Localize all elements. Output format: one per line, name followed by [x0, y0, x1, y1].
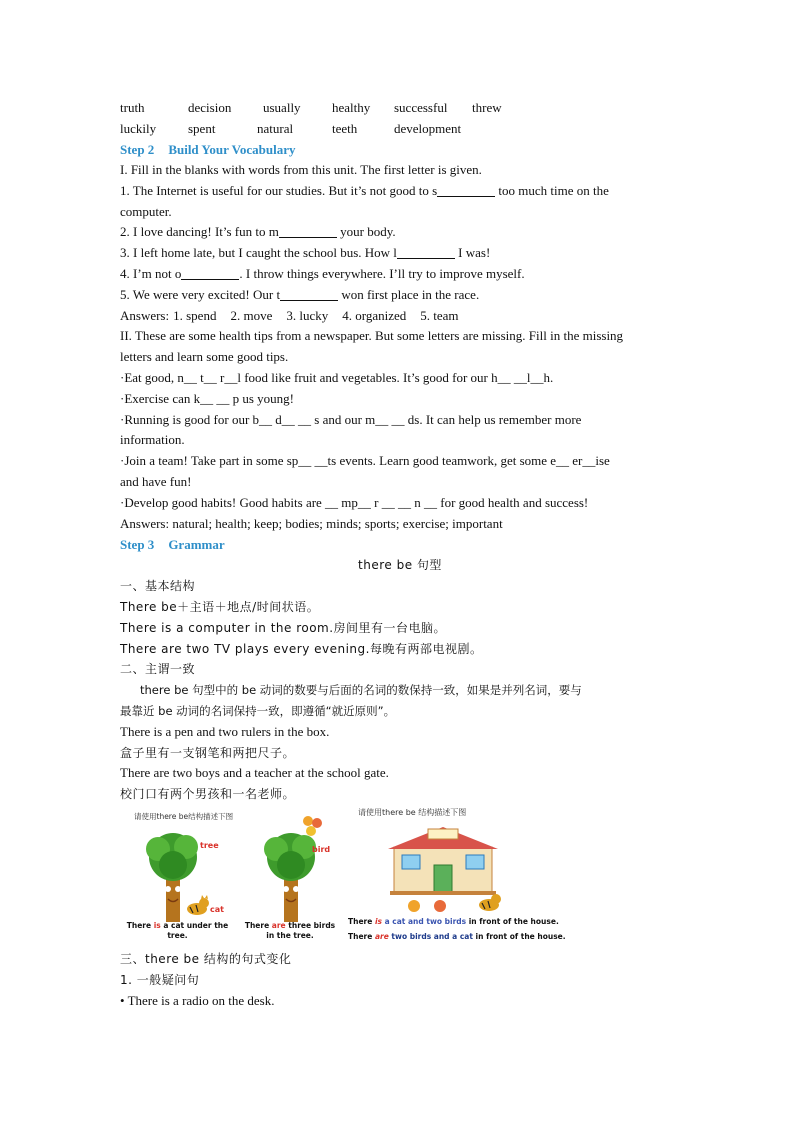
caption-text: in front of the house. [466, 916, 559, 926]
question-text: 2. I love dancing! It’s fun to m [120, 224, 279, 240]
example-translation: 盒子里有一支钢笔和两把尺子。 [120, 745, 296, 760]
section-1-title: 一、基本结构 [120, 579, 196, 594]
worksheet-page [120, 97, 680, 1011]
birds-icon [406, 897, 466, 915]
caption-text: There [348, 916, 375, 926]
tip-3-cont: information. [120, 432, 185, 448]
question-4 [120, 264, 680, 285]
label-cat: cat [210, 904, 224, 914]
caption-verb: are [271, 920, 286, 930]
figure-caption [240, 921, 340, 941]
structure-formula: There be＋主语＋地点/时间状语。 [120, 599, 320, 614]
question-text: 1. The Internet is useful for our studies. But it’s not good to s [120, 182, 438, 198]
tip-2: ·Exercise can k__ __ p us young! [120, 390, 295, 406]
caption-text: three birds [285, 920, 336, 930]
figure-caption [348, 932, 566, 942]
question-text: 5. We were very excited! Our t [120, 286, 281, 302]
vocab-word: decision [188, 100, 232, 115]
bird-icon [300, 813, 324, 837]
question-text: your body. [336, 224, 396, 240]
question-2 [120, 222, 680, 243]
vocab-word: successful [394, 100, 448, 115]
step3-heading [120, 534, 680, 555]
cat-icon [476, 891, 502, 913]
vocab-row-1 [120, 97, 680, 118]
caption-text: in the tree. [266, 930, 314, 940]
part2-answers: Answers: natural; health; keep; bodies; minds; sports; exercise; important [120, 515, 503, 531]
vocab-word: truth [120, 100, 145, 115]
vocab-row-2 [120, 118, 680, 139]
example-sentence: There is a pen and two rulers in the box. [120, 723, 330, 739]
question-1-cont: computer. [120, 203, 172, 219]
figure-cat-under-tree [120, 811, 235, 941]
section-3-subtitle: 1. 一般疑问句 [120, 972, 200, 987]
section-3-title: 三、there be 结构的句式变化 [120, 951, 292, 966]
figure-birds-in-tree [244, 811, 334, 941]
part1-instruction: I. Fill in the blanks with words from this unit. The first letter is given. [120, 162, 482, 177]
tip-3: ·Running is good for our b__ d__ __ s and our m__ __ ds. It can help us remember more [120, 411, 582, 427]
answer-item: 2. move [230, 307, 273, 323]
question-text: won first place in the race. [338, 286, 480, 302]
figure-house [348, 807, 566, 941]
step-number: Step 3 [120, 537, 155, 553]
caption-text: in front of the house. [472, 931, 566, 941]
grammar-heading: there be 句型 [358, 558, 442, 573]
answer-blank[interactable] [181, 265, 239, 280]
question-3 [120, 243, 680, 264]
answers-label: Answers: [120, 307, 170, 323]
tip-4-cont: and have fun! [120, 473, 192, 489]
cat-icon [184, 895, 210, 917]
vocab-word: healthy [332, 100, 371, 115]
step-title: Build Your Vocabulary [168, 142, 296, 157]
step-number: Step 2 [120, 142, 155, 157]
vocab-word: teeth [332, 121, 358, 136]
house-icon [388, 825, 498, 897]
question-text: . I throw things everywhere. I’ll try to improve myself. [239, 265, 525, 281]
label-bird: bird [312, 844, 331, 854]
figure-title: 请使用there be 结构描述下图 [358, 807, 467, 817]
step2-heading [120, 139, 680, 160]
example-sentence: • There is a radio on the desk. [120, 992, 275, 1008]
part2-instruction: II. These are some health tips from a newspaper. But some letters are missing. Fill in the missing [120, 328, 624, 344]
example-sentence: There are two TV plays every evening.每晚有两部电视剧。 [120, 641, 483, 656]
tip-4: ·Join a team! Take part in some sp__ __ts events. Learn good teamwork, get some e__ er__ise [120, 453, 610, 469]
caption-text: There [126, 920, 154, 930]
vocab-word: natural [257, 121, 294, 136]
caption-verb: is [374, 916, 382, 926]
part2-instruction-cont: letters and learn some good tips. [120, 349, 289, 365]
caption-text: two birds and a cat [388, 931, 473, 941]
illustration-row [120, 807, 680, 947]
caption-text: There [244, 920, 272, 930]
answer-blank[interactable] [437, 182, 495, 197]
part1-answers [120, 306, 680, 327]
label-tree: tree [200, 840, 219, 850]
rule-paragraph-cont: 最靠近 be 动词的名词保持一致，即遵循“就近原则”。 [120, 703, 396, 718]
example-sentence: There is a computer in the room.房间里有一台电脑。 [120, 620, 447, 635]
question-text: 3. I left home late, but I caught the school bus. How l [120, 245, 397, 261]
figure-caption [120, 921, 235, 941]
answer-item: 3. lucky [286, 307, 329, 323]
figure-caption [348, 917, 559, 927]
vocab-word: spent [188, 121, 216, 136]
tip-1: ·Eat good, n__ t__ r__l food like fruit and vegetables. It’s good for our h__ __l__h. [120, 369, 554, 385]
answer-item: 4. organized [342, 307, 407, 323]
vocab-word: threw [472, 100, 502, 115]
question-1 [120, 181, 680, 202]
caption-verb: is [153, 920, 161, 930]
question-text: I was! [454, 245, 491, 261]
vocab-word: luckily [120, 121, 157, 136]
vocab-word: development [394, 121, 462, 136]
example-translation: 校门口有两个男孩和一名老师。 [120, 787, 296, 802]
figure-title: 请使用there be结构描述下图 [134, 811, 234, 821]
question-text: 4. I’m not o [120, 265, 182, 281]
answer-blank[interactable] [397, 244, 455, 259]
caption-text: a cat and two birds [382, 916, 467, 926]
rule-paragraph: there be 句型中的 be 动词的数要与后面的名词的数保持一致，如果是并列名词，要与 [140, 683, 582, 698]
example-sentence: There are two boys and a teacher at the school gate. [120, 765, 389, 781]
answer-blank[interactable] [279, 223, 337, 238]
tree-with-birds-icon [256, 829, 326, 924]
vocab-word: usually [263, 100, 301, 115]
tip-5: ·Develop good habits! Good habits are __ mp__ r __ __ n __ for good health and success! [120, 494, 589, 510]
caption-text: There [348, 931, 375, 941]
question-5 [120, 285, 680, 306]
caption-text: a cat under the tree. [160, 920, 229, 940]
step-title: Grammar [168, 537, 225, 553]
answer-item: 5. team [420, 307, 459, 323]
answer-blank[interactable] [280, 286, 338, 301]
section-2-title: 二、主谓一致 [120, 662, 196, 677]
answer-item: 1. spend [173, 307, 217, 323]
question-text: too much time on the [495, 182, 609, 198]
caption-verb: are [374, 931, 389, 941]
